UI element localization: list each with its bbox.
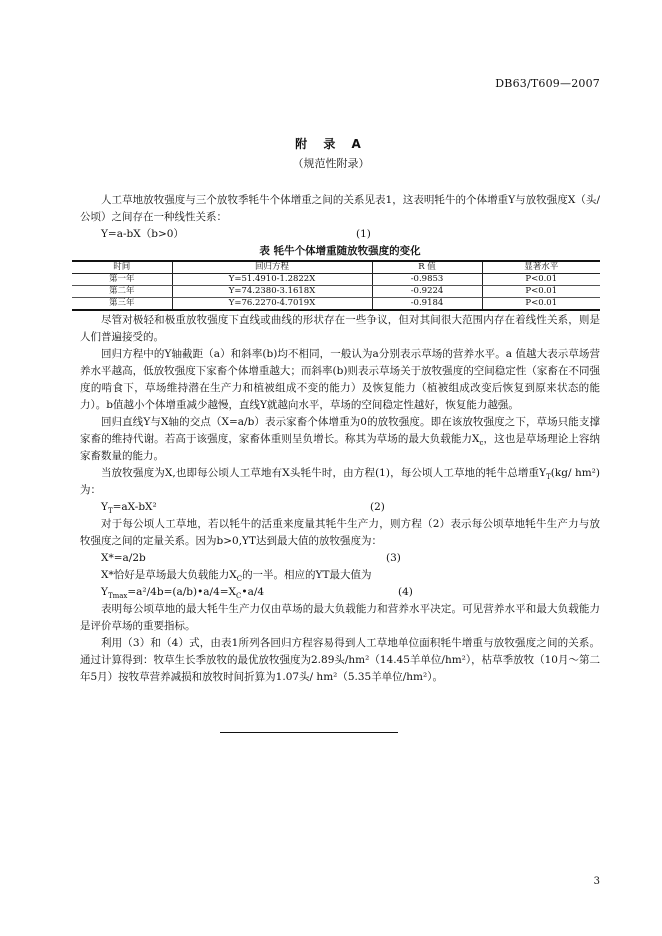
cell-equation: Y=74.2380-3.1618X <box>172 286 372 298</box>
paragraph-max-capacity <box>80 414 600 465</box>
paragraph-intro: 人工草地放牧强度与三个放牧季牦牛个体增重之间的关系见表1，这表明牦牛的个体增重Y与放牧强度X（头/公顷）之间存在一种线性关系： <box>80 194 600 223</box>
formula-1-number: (1) <box>356 228 371 240</box>
formula-4-expression: $Y_{Tmax}=a^2/4b=(a/b)•a/4=X_C•a/4$ <box>101 586 265 601</box>
cell-r-value: -0.9224 <box>372 286 482 298</box>
cell-equation: Y=51.4910-1.2822X <box>172 274 372 286</box>
formula-3 <box>101 550 600 567</box>
formula-3-expression: X*=a/2b <box>101 552 146 564</box>
annex-body <box>80 192 600 686</box>
formula-1-expression: Y=a-bX（b>0） <box>101 228 184 240</box>
annex-title: 附 录 A <box>295 137 367 151</box>
paragraph-evaluation: 表明每公顷草地的最大牦牛生产力仅由草场的最大负载能力和营养水平决定。可见营养水平和最大负载能力是评价草场的重要指标。 <box>80 603 600 632</box>
formula-4 <box>101 584 600 601</box>
paragraph-intercept-slope: 回归方程中的Y轴截距（a）和斜率(b)均不相同，一般认为a分别表示草场的营养水平。a 值越大表示草场营养水平越高，低放牧强度下家畜个体增重越大；而斜率(b)则表示草场关于放牧强度的空间稳定性（家畜在不同强度的啃食下，草场维持潜在生产力和植被组成不变的能力）及恢复能力（植被组成改变后恢复到原来状态的能力）。b值越小个体增重减少越慢，直线Y就越向水平，草场的空间稳定性越好，恢复能力越强。 <box>80 348 600 411</box>
cell-time: 第一年 <box>72 274 172 286</box>
paragraph-calculation: 利用（3）和（4）式，由表1所列各回归方程容易得到人工草地单位面积牦牛增重与放牧强度之间的关系。通过计算得到：牧草生长季放牧的最优放牧强度为2.89头/hm²（14.45羊单位/hm²），枯草季放牧（10月～第二年5月）按牧草营养减损和放牧时间折算为1.07头/ hm²（5.35羊单位/hm²）。 <box>80 637 600 683</box>
paragraph-total-gain <box>80 465 600 499</box>
header-significance: 显著水平 <box>482 261 600 274</box>
header-equation: 回归方程 <box>172 261 372 274</box>
cell-time: 第二年 <box>72 286 172 298</box>
subscript-c: c <box>479 439 484 448</box>
formula-4-number: (4) <box>398 586 413 598</box>
paragraph-max-capacity-tail: ，这也是草场理论上容纳家畜数量的能力。 <box>80 433 600 462</box>
formula-3-number: (3) <box>386 552 401 564</box>
table-row <box>72 286 600 298</box>
table-title: 表 牦牛个体增重随放牧强度的变化 <box>259 245 421 257</box>
document-code: DB63/T609—2007 <box>495 77 600 90</box>
paragraph-total-gain-text: 当放牧强度为X,也即每公顷人工草地有X头牦牛时，由方程(1)，每公顷人工草地的牦牛总增重Y <box>101 467 547 479</box>
cell-significance: P<0.01 <box>482 286 600 298</box>
header-time: 时间 <box>72 261 172 274</box>
cell-equation: Y=76.2270-4.7019X <box>172 298 372 311</box>
half-capacity-text: X*恰好是草场最大负载能力$X_C$的一半。相应的YT最大值为 <box>101 569 372 584</box>
table-row <box>72 298 600 311</box>
cell-r-value: -0.9853 <box>372 274 482 286</box>
formula-1 <box>101 226 600 243</box>
table-header-row <box>72 261 600 274</box>
cell-significance: P<0.01 <box>482 298 600 311</box>
cell-time: 第三年 <box>72 298 172 311</box>
cell-significance: P<0.01 <box>482 274 600 286</box>
paragraph-half-capacity <box>101 567 600 584</box>
annex-subtitle: （规范性附录） <box>292 157 370 170</box>
paragraph-linearity: 尽管对极轻和极重放牧强度下直线或曲线的形状存在一些争议，但对其间很大范围内存在着线性关系，则是人们普遍接受的。 <box>80 314 600 343</box>
page-number: 3 <box>593 876 600 887</box>
formula-2-number: (2) <box>370 501 385 513</box>
table-row <box>72 274 600 286</box>
paragraph-productivity: 对于每公顷人工草地，若以牦牛的活重来度量其牦牛生产力，则方程（2）表示每公顷草地牦牛生产力与放牧强度之间的定量关系。因为b>0,YT达到最大值的放牧强度为： <box>80 518 600 547</box>
cell-r-value: -0.9184 <box>372 298 482 311</box>
header-r-value: R 值 <box>372 261 482 274</box>
subscript-t: T <box>546 473 551 482</box>
end-divider <box>220 732 398 733</box>
paragraph-max-capacity-text: 回归直线Y与X轴的交点（X=a/b）表示家畜个体增重为0的放牧强度。即在该放牧强度之下，草场只能支撑家畜的维持代谢。若高于该强度，家畜体重则呈负增长。称其为草场的最大负载能力X <box>80 416 600 445</box>
regression-table <box>72 260 600 311</box>
paragraph-total-gain-tail: (kg/ hm²)为： <box>80 467 600 496</box>
formula-2 <box>101 499 600 516</box>
formula-2-expression: $Y_T=aX$-bX² <box>101 501 157 516</box>
